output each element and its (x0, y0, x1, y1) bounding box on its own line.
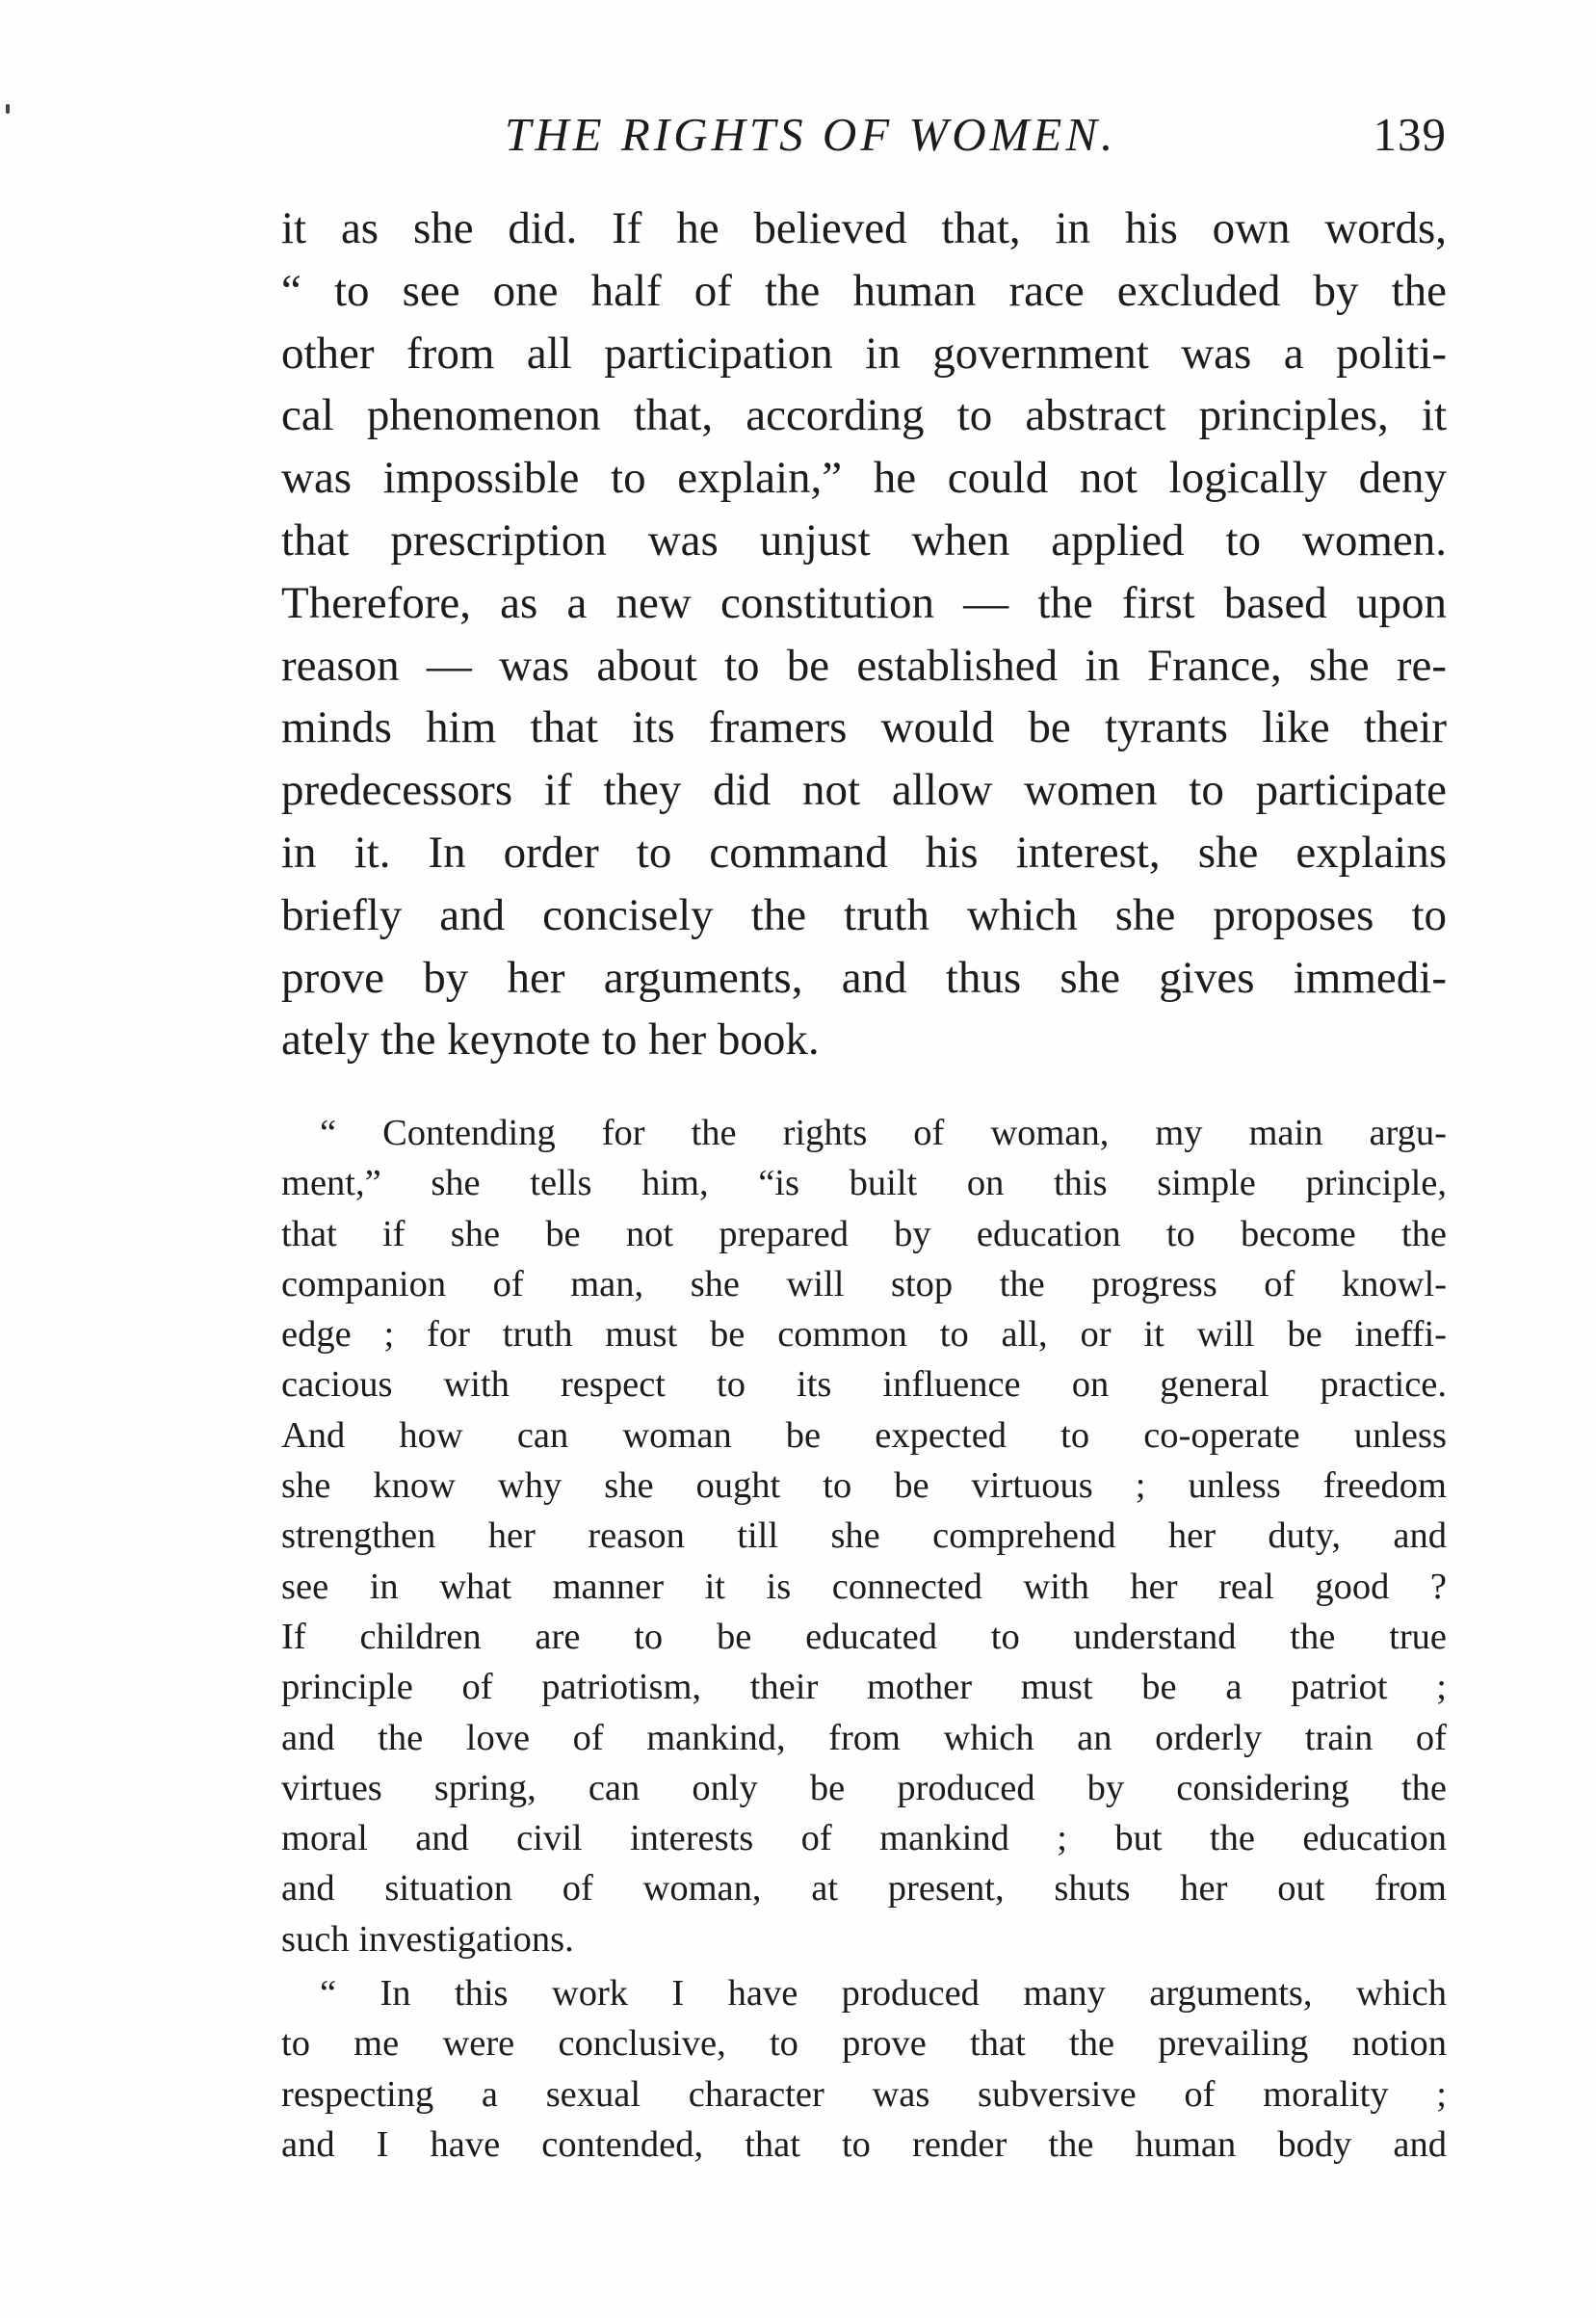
text-line: “ to see one half of the human race excluded by the (281, 265, 1447, 316)
quote-line: ment,” she tells him, “is built on this simple principle, (281, 1163, 1447, 1204)
text-line: briefly and concisely the truth which she proposes to (281, 889, 1447, 940)
quote-line: edge ; for truth must be common to all, or it will be ineffi- (281, 1314, 1447, 1356)
quote-line: cacious with respect to its influence on general practice. (281, 1364, 1447, 1406)
quote-line: and situation of woman, at present, shuts her out from (281, 1868, 1447, 1910)
quote-line: such investigations. (281, 1918, 574, 1960)
running-title: THE RIGHTS OF WOMEN. (505, 108, 1117, 161)
text-line: cal phenomenon that, according to abstract principles, it (281, 390, 1447, 441)
quote-line: moral and civil interests of mankind ; but the education (281, 1818, 1447, 1859)
text-line: that prescription was unjust when applied to women. (281, 514, 1447, 566)
text-line: reason — was about to be established in France, she re- (281, 640, 1447, 691)
quote-line: respecting a sexual character was subversive of morality ; (281, 2073, 1447, 2115)
text-line: Therefore, as a new constitution — the first based upon (281, 577, 1447, 628)
text-line: other from all participation in government was a politi- (281, 328, 1447, 379)
text-line: ately the keynote to her book. (281, 1014, 820, 1066)
margin-mark (6, 104, 10, 114)
quote-line: strengthen her reason till she comprehend her duty, and (281, 1515, 1447, 1557)
text-line: prove by her arguments, and thus she gives immedi- (281, 952, 1447, 1003)
running-head (281, 106, 1447, 164)
text-line: predecessors if they did not allow women to participate (281, 765, 1447, 816)
quote-line: and the love of mankind, from which an orderly train of (281, 1717, 1447, 1758)
body-paragraph (281, 198, 1447, 1071)
quote-line: she know why she ought to be virtuous ; unless freedom (281, 1465, 1447, 1507)
text-line: minds him that its framers would be tyrants like their (281, 702, 1447, 753)
text-line: it as she did. If he believed that, in his own words, (281, 203, 1447, 253)
quote-line: to me were conclusive, to prove that the prevailing notion (281, 2023, 1447, 2065)
quote-line: companion of man, she will stop the progress of knowl- (281, 1263, 1447, 1304)
quote-line: that if she be not prepared by education to become the (281, 1213, 1447, 1254)
quote-line: see in what manner it is connected with her real good ? (281, 1566, 1447, 1607)
quote-line: and I have contended, that to render the human body and (281, 2123, 1447, 2165)
quote-line: And how can woman be expected to co-operate unless (281, 1414, 1447, 1456)
quote-line: “ In this work I have produced many arguments, which (320, 1973, 1447, 2015)
quote-line: virtues spring, can only be produced by considering the (281, 1767, 1447, 1808)
page-number: 139 (1373, 108, 1447, 161)
quote-line: “ Contending for the rights of woman, my main argu- (320, 1113, 1447, 1153)
text-line: in it. In order to command his interest, she explains (281, 827, 1447, 878)
block-quote (281, 1108, 1447, 2170)
quote-line: If children are to be educated to understand the true (281, 1616, 1447, 1657)
quote-line: principle of patriotism, their mother must be a patriot ; (281, 1667, 1447, 1708)
text-line: was impossible to explain,” he could not logically deny (281, 453, 1447, 504)
